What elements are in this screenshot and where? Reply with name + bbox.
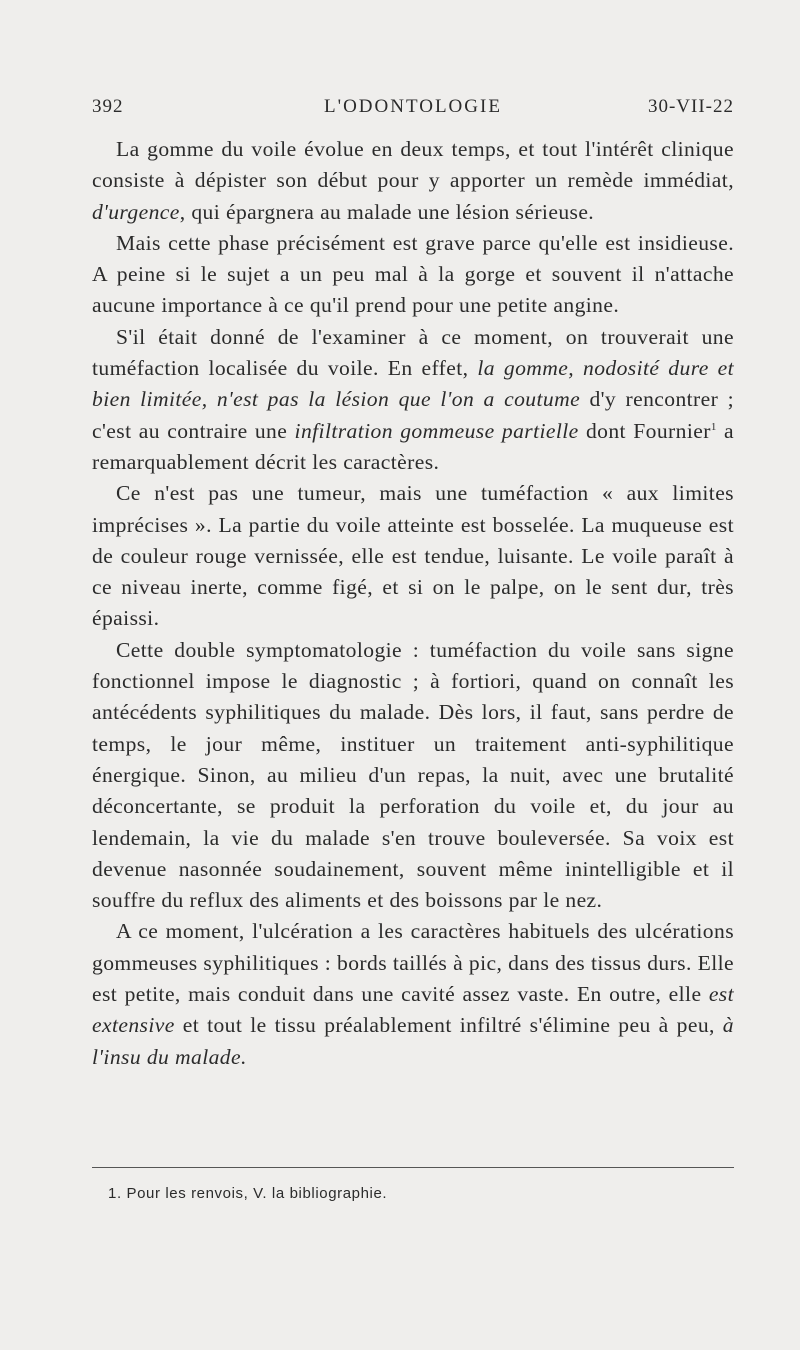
text-run: a remarquablement décrit les caractères. [92, 418, 734, 474]
italic-run: est extensive [92, 982, 734, 1038]
running-title: L'ODONTOLOGIE [324, 96, 502, 117]
text-run: S'il était donné de l'examiner à ce moment, on trouverait une tuméfaction localisée du voile. En effet, [92, 324, 734, 381]
italic-run: à l'insu du malade. [92, 1013, 734, 1069]
body-text [92, 134, 734, 1073]
paragraph-2: Mais cette phase précisément est grave parce qu'elle est insidieuse. A peine si le sujet a un peu mal à la gorge et souvent il n'attache aucune importance à ce qu'il prend pour une petite angine. [92, 230, 734, 318]
issue-date: 30-VII-22 [647, 96, 734, 117]
text-run: dont Fournier [578, 418, 711, 443]
text-run: A ce moment, l'ulcération a les caractères habituels des ulcérations gommeuses syphilitiques : bords taillés à pic, dans des tissus durs. Elle est petite, mais conduit dans une cavité assez vaste. En outre, elle [92, 919, 734, 1007]
footnote-reference[interactable]: 1 [710, 420, 717, 433]
paragraph-1 [92, 134, 734, 228]
text-run: , qui épargnera au malade une lésion sérieuse. [179, 199, 595, 224]
paragraph-3 [92, 322, 734, 478]
footnote-divider [92, 1167, 734, 1168]
italic-run: infiltration gommeuse partielle [294, 418, 579, 443]
text-run: et tout le tissu préalablement infiltré s'élimine peu à peu, [174, 1013, 723, 1038]
paragraph-4: Ce n'est pas une tumeur, mais une tuméfaction « aux limites imprécises ». La partie du voile atteinte est bosselée. La muqueuse est de couleur rouge vernissée, elle est tendue, luisante. Le voile paraît à ce niveau inerte, comme figé, et si on le palpe, on le sent dur, très épaissi. [92, 481, 734, 631]
paragraph-5: Cette double symptomatologie : tuméfaction du voile sans signe fonctionnel impose le diagnostic ; à fortiori, quand on connaît les antécédents syphilitiques du malade. Dès lors, il faut, sans perdre de temps, le jour même, instituer un traitement anti-syphilitique énergique. Sinon, au milieu d'un repas, la nuit, avec une brutalité déconcertante, se produit la perforation du voile et, du jour au lendemain, la vie du malade s'en trouve bouleversée. Sa voix est devenue nasonnée soudainement, souvent même inintelligible et il souffre du reflux des aliments et des boissons par le nez. [92, 637, 734, 913]
paragraph-6 [92, 916, 734, 1072]
page-number: 392 [92, 96, 124, 117]
text-run: La gomme du voile évolue en deux temps, et tout l'intérêt clinique consiste à dépister son début pour y apporter un remède immédiat, [92, 137, 734, 193]
italic-run: d'urgence [92, 199, 180, 224]
page-header [92, 96, 734, 124]
text-run: d'y rencontrer ; c'est au contraire une [92, 387, 734, 443]
italic-run: la gomme, nodosité dure et bien limitée, n'est pas la lésion que l'on a coutume [92, 356, 734, 412]
footnote: 1. Pour les renvois, V. la bibliographie. [108, 1185, 388, 1202]
